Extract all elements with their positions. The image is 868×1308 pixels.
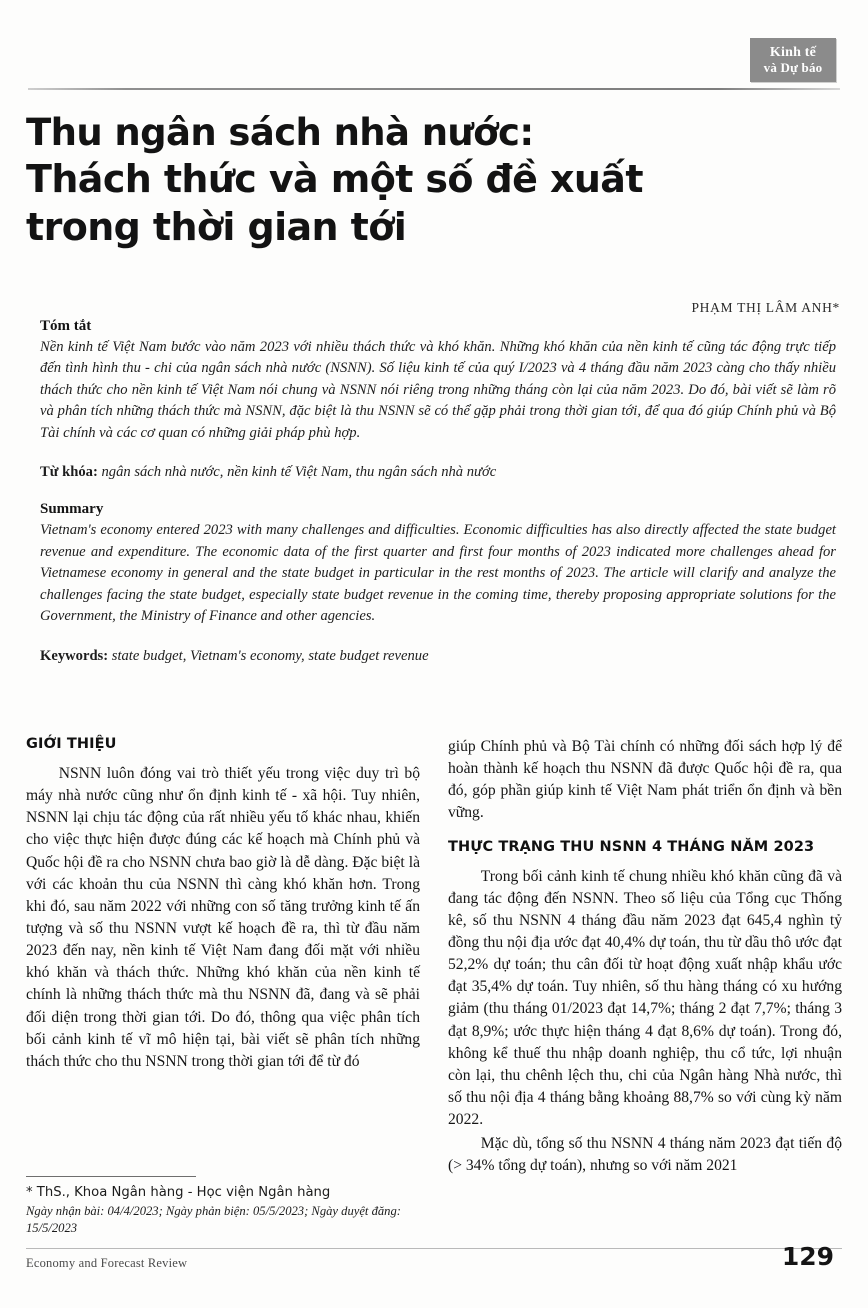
body-columns	[26, 736, 842, 1175]
article-title-line-3: trong thời gian tới	[26, 204, 407, 249]
paragraph-intro: NSNN luôn đóng vai trò thiết yếu trong việc duy trì bộ máy nhà nước cũng như ổn định kinh tế - xã hội. Tuy nhiên, NSNN lại chịu tác động của rất nhiều yếu tố khác nhau, khiến cho việc thực hiện được đúng các kế hoạch mà Chính phủ và Quốc hội đề ra cho NSNN chưa bao giờ là dễ dàng. Đặc biệt là với các khoản thu của NSNN thì càng khó khăn hơn. Trong khi đó, sau năm 2022 với những con số tăng trưởng kinh tế ấn tượng và số thu NSNN vượt kế hoạch đề ra, thì từ đầu năm 2023 đến nay, nền kinh tế Việt Nam đang đối mặt với nhiều khó khăn và thách thức. Những khó khăn của nền kinh tế chính là những thách thức mà thu NSNN đã, đang và sẽ phải đối diện trong thời gian tới. Do đó, thông qua việc phân tích bối cảnh kinh tế vĩ mô hiện tại, bài viết sẽ phân tích những thách thức cho thu NSNN trong thời gian tới để từ đó	[26, 765, 420, 1070]
header-divider	[28, 88, 840, 90]
footer-divider	[26, 1248, 842, 1249]
article-title-line-2: Thách thức và một số đề xuất	[26, 157, 643, 202]
abstract-vi-heading: Tóm tắt	[40, 318, 92, 334]
journal-logo-line2: và Dự báo	[763, 59, 823, 75]
keywords-en-label: Keywords:	[40, 647, 109, 664]
article-title-line-1: Thu ngân sách nhà nước:	[26, 111, 534, 154]
keywords-en	[40, 646, 836, 667]
body-column-right	[448, 736, 842, 1175]
author-name: PHẠM THỊ LÂM ANH*	[691, 300, 840, 315]
footer-page-number: 129	[781, 1242, 834, 1271]
paragraph-status-2: Mặc dù, tổng số thu NSNN 4 tháng năm 2023 đạt tiến độ (> 34% tổng dự toán), nhưng so với năm 2021	[448, 1135, 842, 1175]
keywords-vi	[40, 462, 836, 483]
paragraph-status-1: Trong bối cảnh kinh tế chung nhiều khó khăn cũng đã và đang tác động đến NSNN. Theo số liệu của Tổng cục Thống kê, số thu NSNN 4 tháng đầu năm 2023 đạt 645,4 nghìn tỷ đồng thu nội địa ước đạt 40,4% dự toán, thu từ dầu thô ước đạt 52,2% dự toán; thu cân đối từ hoạt động xuất nhập khẩu ước đạt 35,4% dự toán. Tuy nhiên, số thu hàng tháng có xu hướng giảm (thu tháng 01/2023 đạt 14,7%; tháng 2 đạt 7,7%; tháng 3 đạt 8,9%; ước thực hiện tháng 4 đạt 8,6% dự toán). Trong đó, không kể thuế thu nhập doanh nghiệp, thu cổ tức, lợi nhuận còn lại, thu chênh lệch thu, chi của Ngân hàng Nhà nước, thì số thu nội địa 4 tháng bằng khoảng 88,7% so với cùng kỳ năm 2022.	[448, 867, 842, 1129]
abstract-en-heading: Summary	[40, 501, 104, 518]
footnote-block	[26, 1176, 426, 1238]
footnote-divider	[26, 1176, 196, 1177]
footer-journal-name: Economy and Forecast Review	[26, 1256, 188, 1270]
section-heading-gioi-thieu: GIỚI THIỆU	[26, 736, 117, 752]
footnote-affiliation: * ThS., Khoa Ngân hàng - Học viện Ngân hàng	[26, 1185, 331, 1200]
abstract-section	[40, 318, 836, 667]
body-column-left	[26, 736, 420, 1166]
paragraph-intro-continued: giúp Chính phủ và Bộ Tài chính có những đối sách hợp lý để hoàn thành kế hoạch thu NSNN đã được Quốc hội đề ra, qua đó, góp phần giúp kinh tế Việt Nam phát triển ổn định và bền vững.	[448, 738, 842, 822]
section-heading-thuc-trang: THỰC TRẠNG THU NSNN 4 THÁNG NĂM 2023	[448, 838, 815, 855]
footnote-dates: Ngày nhận bài: 04/4/2023; Ngày phản biện: 05/5/2023; Ngày duyệt đăng: 15/5/2023	[26, 1203, 401, 1236]
abstract-en-body: Vietnam's economy entered 2023 with many challenges and difficulties. Economic difficulties has also directly affected the state budget revenue and expenditure. The economic data of the first quarter and first four months of 2023 indicated more challenges ahead for Vietnamese economy in general and the state budget in particular in the rest months of 2023. The article will clarify and analyze the challenges facing the state budget, especially state budget revenue in the coming time, thereby proposing appropriate solutions for the Government, the Ministry of Finance and other agencies.	[40, 522, 836, 625]
article-title	[26, 110, 766, 251]
keywords-vi-label: Từ khóa:	[40, 464, 98, 481]
keywords-vi-value: ngân sách nhà nước, nền kinh tế Việt Nam, thu ngân sách nhà nước	[101, 464, 497, 481]
masthead	[28, 38, 840, 96]
abstract-vi-body: Nền kinh tế Việt Nam bước vào năm 2023 với nhiều thách thức và khó khăn. Những khó khăn của nền kinh tế cũng tác động trực tiếp đến tình hình thu - chi của ngân sách nhà nước (NSNN). Số liệu kinh tế của quý I/2023 và 4 tháng đầu năm 2023 càng cho thấy nhiều thách thức cho nền kinh tế Việt Nam nói chung và NSNN nói riêng trong những tháng còn lại của năm 2023. Do đó, bài viết sẽ làm rõ và phân tích những thách thức mà NSNN, đặc biệt là thu NSNN sẽ có thể gặp phải trong thời gian tới, để qua đó giúp Chính phủ và Bộ Tài chính và các cơ quan có những giải pháp phù hợp.	[40, 339, 836, 441]
journal-logo-line1: Kinh tế	[769, 44, 817, 60]
journal-logo	[750, 38, 836, 82]
keywords-en-value: state budget, Vietnam's economy, state budget revenue	[111, 647, 429, 664]
